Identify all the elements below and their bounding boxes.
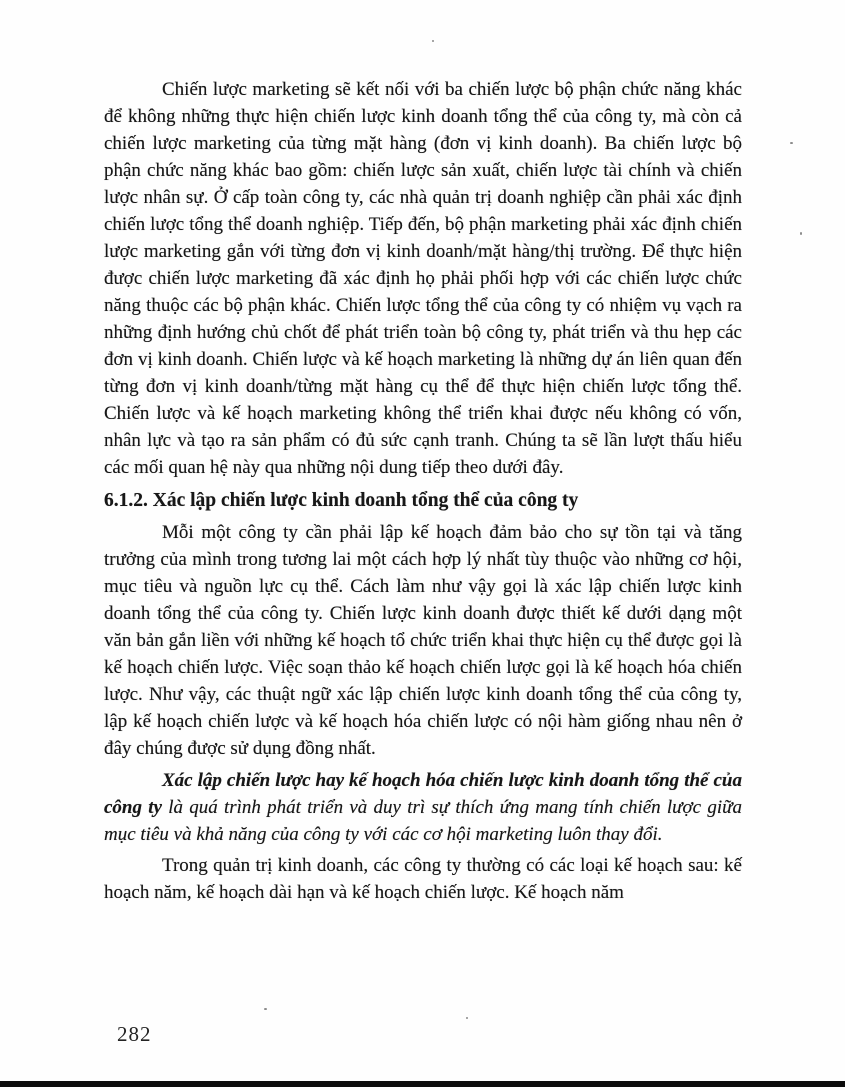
- scan-speck: [800, 232, 802, 235]
- section-heading-6-1-2: 6.1.2. Xác lập chiến lược kinh doanh tổng thể của công ty: [104, 490, 579, 511]
- paragraph-definition: [104, 767, 742, 848]
- scan-speck: [264, 1008, 267, 1010]
- paragraph-plan-types: Trong quản trị kinh doanh, các công ty thường có các loại kế hoạch sau: kế hoạch năm, kế hoạch dài hạn và kế hoạch chiến lược. Kế hoạch năm: [104, 855, 742, 903]
- definition-body: là quá trình phát triển và duy trì sự thích ứng mang tính chiến lược giữa mục tiêu và khả năng của công ty với các cơ hội marketing luôn thay đổi.: [104, 797, 742, 845]
- scan-speck: [432, 40, 434, 42]
- scan-speck: [790, 142, 793, 144]
- page-text-block: [104, 76, 742, 906]
- paragraph-strategic-planning: Mỗi một công ty cần phải lập kế hoạch đảm bảo cho sự tồn tại và tăng trưởng của mình trong tương lai một cách hợp lý nhất tùy thuộc vào những cơ hội, mục tiêu và nguồn lực cụ thể. Cách làm như vậy gọi là xác lập chiến lược kinh doanh tổng thể của công ty. Chiến lược kinh doanh được thiết kế dưới dạng một văn bản gắn liền với những kế hoạch tổ chức triển khai thực hiện cụ thể được gọi là kế hoạch chiến lược. Việc soạn thảo kế hoạch chiến lược gọi là kế hoạch hóa chiến lược. Như vậy, các thuật ngữ xác lập chiến lược kinh doanh tổng thể của công ty, lập kế hoạch chiến lược và kế hoạch hóa chiến lược có nội hàm giống nhau nên ở đây chúng được sử dụng đồng nhất.: [104, 522, 742, 759]
- scan-bottom-edge: [0, 1081, 845, 1087]
- scan-speck: [466, 1017, 468, 1019]
- page-number: 282: [117, 1022, 152, 1046]
- paragraph-marketing-links: Chiến lược marketing sẽ kết nối với ba chiến lược bộ phận chức năng khác để không những thực hiện chiến lược kinh doanh tổng thể của công ty, mà còn cả chiến lược marketing của từng mặt hàng (đơn vị kinh doanh). Ba chiến lược bộ phận chức năng khác bao gồm: chiến lược sản xuất, chiến lược tài chính và chiến lược nhân sự. Ở cấp toàn công ty, các nhà quản trị doanh nghiệp cần phải xác định chiến lược tổng thể doanh nghiệp. Tiếp đến, bộ phận marketing phải xác định chiến lược marketing gắn với từng đơn vị kinh doanh/mặt hàng/thị trường. Để thực hiện được chiến lược marketing đã xác định họ phải phối hợp với các chiến lược chức năng thuộc các bộ phận khác. Chiến lược tổng thể của công ty có nhiệm vụ vạch ra những định hướng chủ chốt để phát triển toàn bộ công ty, phát triển và thu hẹp các đơn vị kinh doanh. Chiến lược và kế hoạch marketing là những dự án liên quan đến từng đơn vị kinh doanh/từng mặt hàng cụ thể để thực hiện chiến lược tổng thể. Chiến lược và kế hoạch marketing không thể triển khai được nếu không có vốn, nhân lực và tạo ra sản phẩm có đủ sức cạnh tranh. Chúng ta sẽ lần lượt thấu hiểu các mối quan hệ này qua những nội dung tiếp theo dưới đây.: [104, 79, 742, 478]
- definition-term: Xác lập chiến lược hay kế hoạch hóa chiến lược kinh doanh tổng thể của công ty: [104, 770, 742, 818]
